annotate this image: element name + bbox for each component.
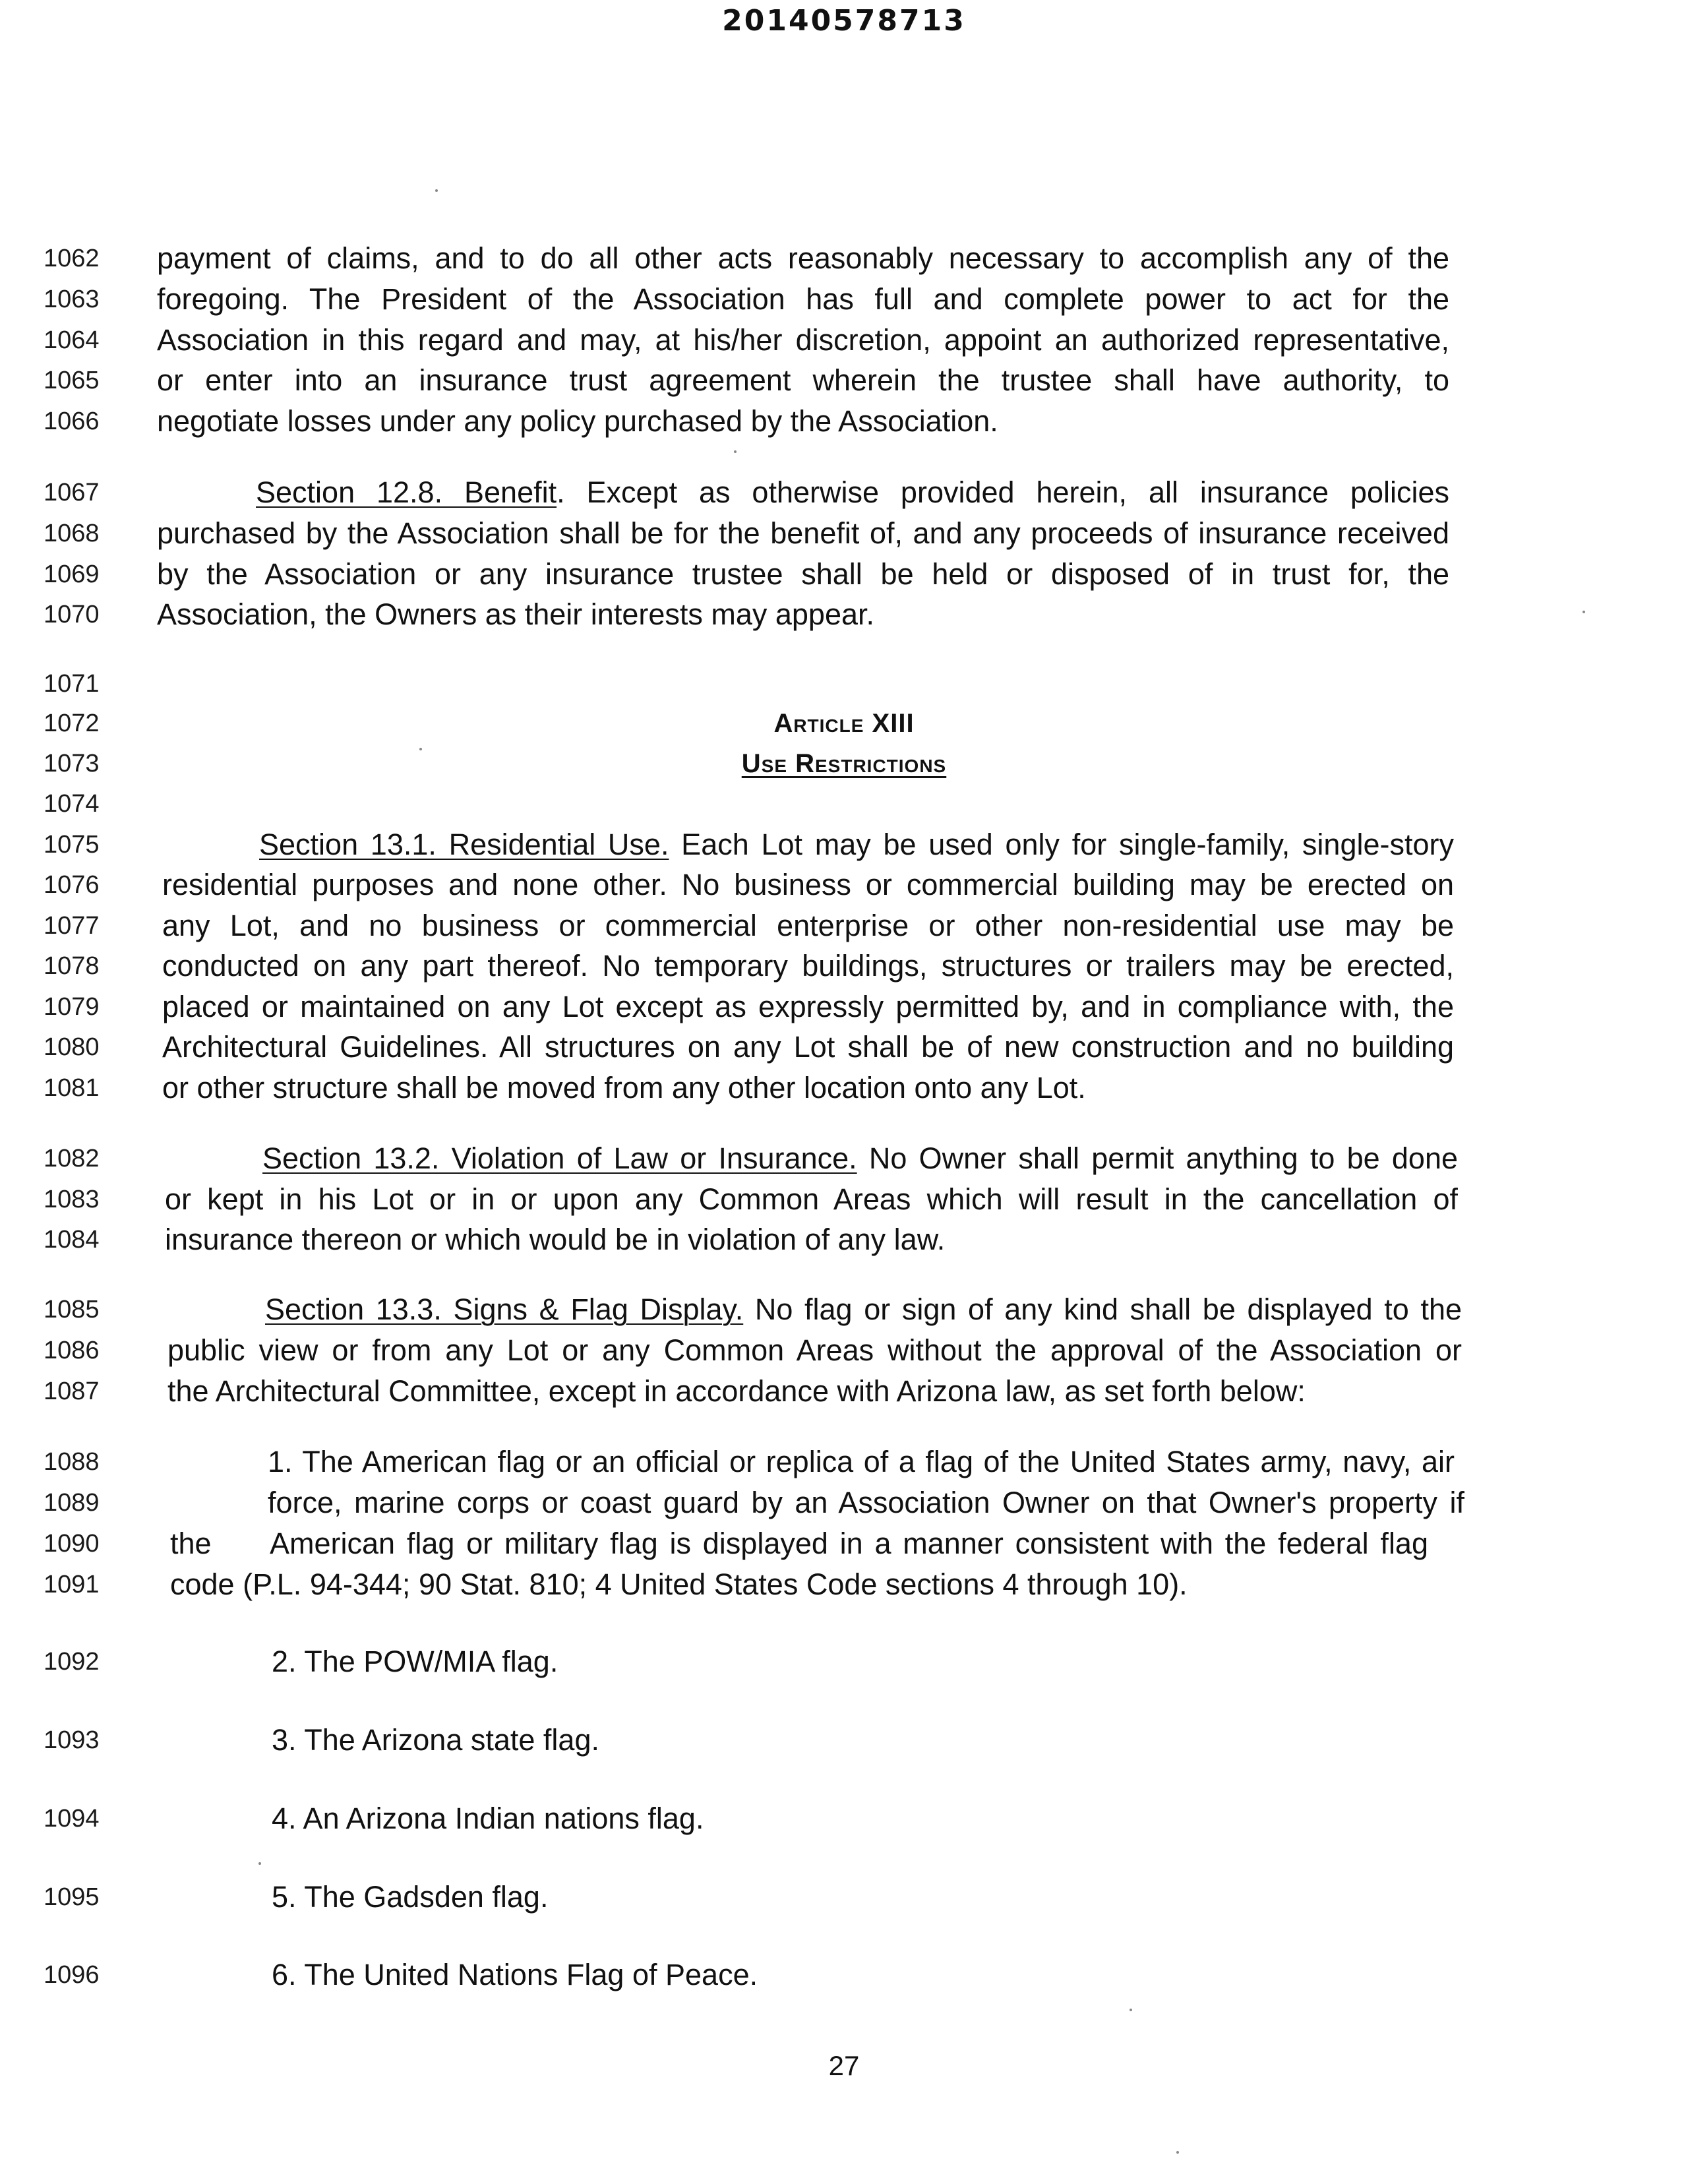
line-number: 1080 (44, 1033, 100, 1061)
line-number: 1067 (44, 479, 100, 506)
line-number: 1064 (44, 326, 100, 354)
line-text-rest: No flag or sign of any kind shall be displayed to the (743, 1292, 1462, 1326)
line-1091 (0, 1564, 1688, 1605)
line-1067 (0, 472, 1688, 513)
line-1083 (0, 1179, 1688, 1220)
line-1094 (0, 1798, 1688, 1839)
line-1089 (0, 1482, 1688, 1523)
line-text: negotiate losses under any policy purchased by the Association. (157, 404, 998, 438)
line-number: 1063 (44, 286, 100, 313)
line-number: 1073 (44, 750, 100, 777)
line-text: or other structure shall be moved from any other location onto any Lot. (162, 1071, 1086, 1105)
line-1087 (0, 1371, 1688, 1412)
line-text: Association in this regard and may, at his/her discretion, appoint an authorized representative, (157, 323, 1449, 357)
scan-speck (419, 748, 422, 750)
section-heading-13-3: Section 13.3. Signs & Flag Display. (265, 1292, 744, 1326)
line-number: 1085 (44, 1296, 100, 1323)
section-heading-12-8: Section 12.8. Benefit (256, 475, 557, 509)
list-item: 3. The Arizona state flag. (272, 1723, 599, 1757)
line-number: 1066 (44, 408, 100, 435)
line-text: insurance thereon or which would be in violation of any law. (165, 1223, 946, 1256)
line-text: American flag or military flag is displayed in a manner consistent with the federal flag (270, 1527, 1428, 1560)
scan-speck (1582, 611, 1585, 613)
line-1085 (0, 1289, 1688, 1330)
line-number: 1078 (44, 952, 100, 980)
line-text: placed or maintained on any Lot except as expressly permitted by, and in compliance with, the (162, 990, 1454, 1023)
line-1069 (0, 554, 1688, 595)
line-1092 (0, 1641, 1688, 1682)
line-1064 (0, 320, 1688, 361)
line-1071 (0, 663, 1688, 704)
line-1095 (0, 1877, 1688, 1918)
line-number: 1096 (44, 1961, 100, 1989)
line-text (262, 1138, 1458, 1179)
line-number: 1084 (44, 1226, 100, 1254)
line-text-rest: No Owner shall permit anything to be done (857, 1141, 1458, 1175)
line-text: conducted on any part thereof. No temporary buildings, structures or trailers may be erected, (162, 949, 1454, 983)
line-text: Association, the Owners as their interests may appear. (157, 597, 875, 631)
line-1066 (0, 401, 1688, 442)
article-number: Article XIII (773, 709, 915, 738)
line-text: code (P.L. 94-344; 90 Stat. 810; 4 United States Code sections 4 through 10). (170, 1567, 1188, 1601)
line-number: 1082 (44, 1145, 100, 1172)
line-1074 (0, 783, 1688, 824)
scan-speck (1130, 2009, 1132, 2011)
line-number: 1075 (44, 831, 100, 859)
line-number: 1089 (44, 1489, 100, 1517)
line-number: 1088 (44, 1448, 100, 1476)
scan-speck (258, 1862, 261, 1865)
line-1076 (0, 864, 1688, 905)
line-number: 1069 (44, 561, 100, 588)
line-1086 (0, 1330, 1688, 1371)
line-number: 1091 (44, 1571, 100, 1598)
page-number: 27 (828, 2050, 860, 2081)
line-text: or kept in his Lot or in or upon any Common Areas which will result in the cancellation of (165, 1182, 1458, 1216)
line-number: 1094 (44, 1805, 100, 1833)
line-number: 1062 (44, 245, 100, 272)
line-number: 1071 (44, 670, 100, 698)
line-1093 (0, 1720, 1688, 1761)
line-1070 (0, 594, 1688, 635)
line-1078 (0, 946, 1688, 986)
line-number: 1065 (44, 367, 100, 394)
line-text: public view or from any Lot or any Common Areas without the approval of the Association or (167, 1333, 1462, 1367)
article-title: Use Restrictions (741, 749, 947, 778)
line-1079 (0, 986, 1688, 1027)
line-number: 1093 (44, 1726, 100, 1754)
line-text: force, marine corps or coast guard by an Association Owner on that Owner's property if (268, 1486, 1464, 1519)
line-prefix: the (170, 1527, 212, 1560)
line-text: the Architectural Committee, except in accordance with Arizona law, as set forth below: (167, 1374, 1306, 1408)
line-number: 1083 (44, 1186, 100, 1213)
line-text-rest: . Except as otherwise provided herein, all insurance policies (557, 475, 1449, 509)
line-1062 (0, 238, 1688, 279)
section-heading-13-1: Section 13.1. Residential Use. (259, 828, 669, 861)
line-1077 (0, 905, 1688, 946)
line-number: 1081 (44, 1074, 100, 1102)
line-number: 1077 (44, 912, 100, 940)
scan-speck (435, 189, 438, 192)
line-1081 (0, 1068, 1688, 1108)
line-1068 (0, 513, 1688, 554)
line-text: 1. The American flag or an official or replica of a flag of the United States army, navy, air (268, 1445, 1455, 1478)
line-number: 1070 (44, 601, 100, 628)
list-item: 6. The United Nations Flag of Peace. (272, 1958, 758, 1991)
line-1063 (0, 279, 1688, 320)
line-number: 1072 (44, 710, 100, 737)
scan-speck (1176, 2151, 1179, 2154)
line-text: purchased by the Association shall be for the benefit of, and any proceeds of insurance received (157, 516, 1449, 550)
line-text: residential purposes and none other. No business or commercial building may be erected on (162, 868, 1454, 901)
line-1080 (0, 1027, 1688, 1068)
line-text: Architectural Guidelines. All structures on any Lot shall be of new construction and no building (162, 1030, 1454, 1064)
line-number: 1095 (44, 1883, 100, 1911)
scan-speck (734, 450, 737, 453)
line-1096 (0, 1955, 1688, 1995)
line-text: foregoing. The President of the Association has full and complete power to act for the (157, 282, 1449, 316)
line-1088 (0, 1441, 1688, 1482)
document-number: 20140578713 (722, 4, 966, 38)
line-text (265, 1289, 1462, 1330)
line-1084 (0, 1219, 1688, 1260)
line-1090 (0, 1523, 1688, 1564)
line-text: any Lot, and no business or commercial enterprise or other non-residential use may be (162, 909, 1454, 942)
line-number: 1087 (44, 1378, 100, 1405)
line-number: 1074 (44, 790, 100, 818)
line-1065 (0, 360, 1688, 401)
section-heading-13-2: Section 13.2. Violation of Law or Insurance. (262, 1141, 857, 1175)
line-text-rest: Each Lot may be used only for single-family, single-story (669, 828, 1454, 861)
list-item: 5. The Gadsden flag. (272, 1880, 549, 1914)
line-1082 (0, 1138, 1688, 1179)
line-number: 1086 (44, 1337, 100, 1364)
list-item: 4. An Arizona Indian nations flag. (272, 1802, 704, 1835)
line-text: payment of claims, and to do all other acts reasonably necessary to accomplish any of the (157, 241, 1449, 275)
line-1072 (0, 703, 1688, 744)
line-text (256, 472, 1449, 513)
line-text (259, 824, 1454, 865)
line-number: 1079 (44, 993, 100, 1021)
line-text: by the Association or any insurance trustee shall be held or disposed of in trust for, the (157, 557, 1449, 591)
line-text: or enter into an insurance trust agreement wherein the trustee shall have authority, to (157, 363, 1449, 397)
line-number: 1068 (44, 520, 100, 547)
line-1073 (0, 743, 1688, 784)
list-item: 2. The POW/MIA flag. (272, 1645, 558, 1678)
line-number: 1090 (44, 1530, 100, 1558)
line-number: 1092 (44, 1648, 100, 1676)
line-1075 (0, 824, 1688, 865)
line-number: 1076 (44, 871, 100, 899)
